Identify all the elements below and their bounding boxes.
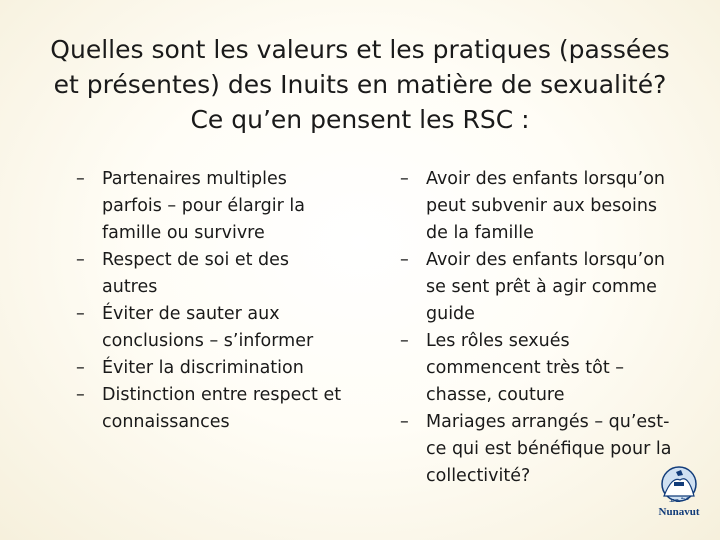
bullet-line: peut subvenir aux besoins (426, 196, 658, 216)
bullet-line: Mariages arrangés – qu’est- (426, 412, 670, 432)
right-bullet-list (400, 166, 690, 490)
bullet-line: Partenaires multiples (102, 169, 287, 189)
bullet-line: conclusions – s’informer (102, 331, 314, 351)
bullet-dash: – (400, 412, 409, 432)
bullet-dash: – (76, 358, 85, 378)
bullet-line: famille ou survivre (102, 223, 265, 243)
bullet-dash: – (400, 331, 409, 351)
bullet-item (76, 355, 366, 382)
bullet-line: guide (426, 304, 475, 324)
bullet-dash: – (76, 250, 85, 270)
bullet-line: Éviter la discrimination (102, 358, 304, 378)
title-line: et présentes) des Inuits en matière de sexualité? (53, 70, 667, 99)
nunavut-logo (650, 466, 708, 526)
bullet-line: connaissances (102, 412, 230, 432)
bullet-line: chasse, couture (426, 385, 565, 405)
bullet-line: Avoir des enfants lorsqu’on (426, 169, 666, 189)
bullet-line: de la famille (426, 223, 534, 243)
bullet-item (76, 301, 366, 355)
bullet-item (400, 166, 690, 247)
bullet-line: commencent très tôt – (426, 358, 625, 378)
bullet-item (400, 328, 690, 409)
bullet-line: Distinction entre respect et (102, 385, 342, 405)
bullet-line: Les rôles sexués (426, 331, 570, 351)
bullet-item (400, 409, 690, 490)
bullet-dash: – (76, 304, 85, 324)
bullet-line: Respect de soi et des (102, 250, 290, 270)
bullet-line: ce qui est bénéfique pour la (426, 439, 672, 459)
bullet-item (76, 166, 366, 247)
bullet-dash: – (76, 169, 85, 189)
bullet-dash: – (400, 169, 409, 189)
logo-text: Nunavut (658, 506, 700, 518)
logo-syllabics: ᓄᓇᕗᑦ (668, 496, 690, 504)
bullet-item (76, 382, 366, 436)
bullet-line: autres (102, 277, 158, 297)
bullet-item (76, 247, 366, 301)
bullet-line: parfois – pour élargir la (102, 196, 305, 216)
bullet-dash: – (76, 385, 85, 405)
left-bullet-list (76, 166, 366, 436)
bullet-item (400, 247, 690, 328)
bullet-line: Avoir des enfants lorsqu’on (426, 250, 666, 270)
title-line: Quelles sont les valeurs et les pratiques (passées (50, 35, 670, 64)
title-line: Ce qu’en pensent les RSC : (190, 105, 530, 134)
bullet-dash: – (400, 250, 409, 270)
bullet-line: se sent prêt à agir comme (426, 277, 657, 297)
bullet-line: Éviter de sauter aux (102, 304, 280, 324)
bullet-line: collectivité? (426, 466, 531, 486)
slide-title (20, 32, 700, 137)
